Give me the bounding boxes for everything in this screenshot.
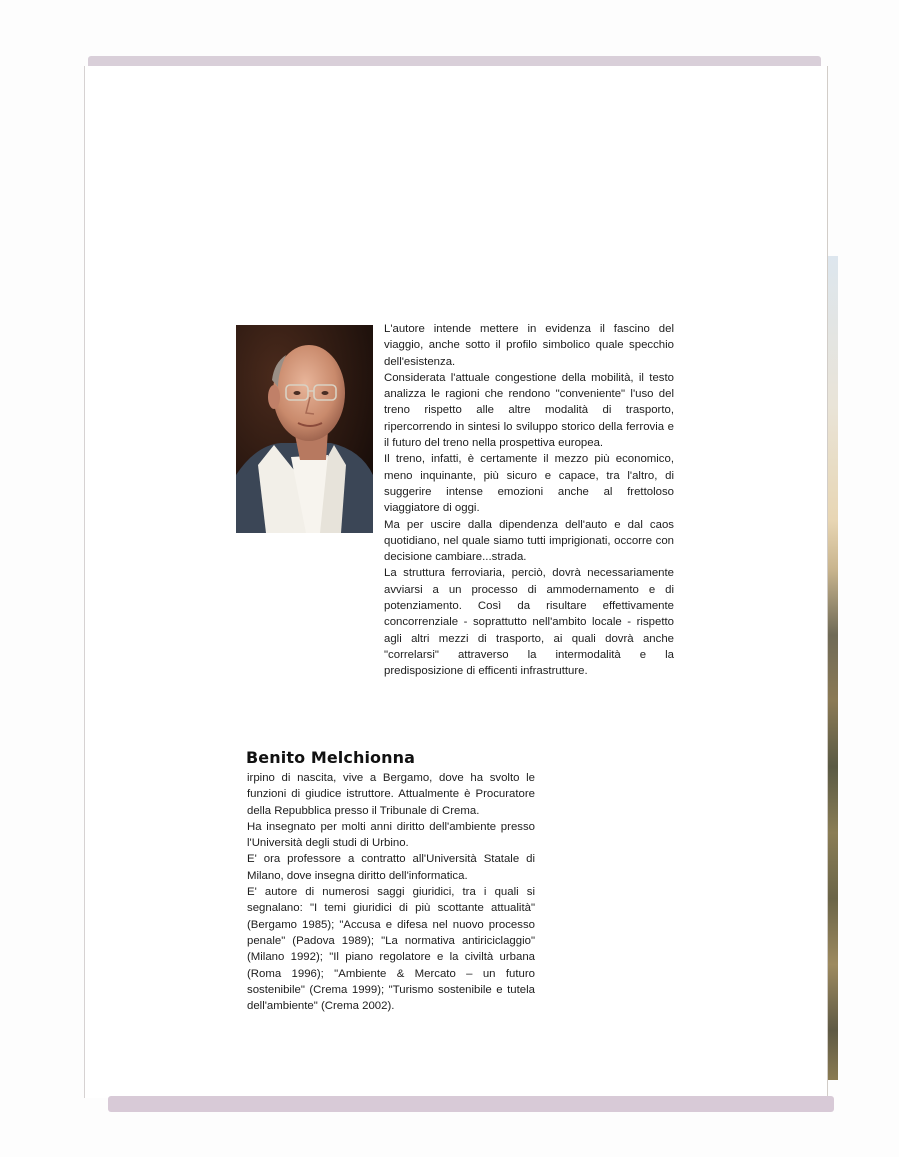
intro-paragraph: Il treno, infatti, è certamente il mezzo più economico, meno inquinante, più sicuro e capace, tra l'altro, di suggerire intense emozioni anche al frettoloso viaggiatore di oggi. bbox=[384, 453, 674, 515]
intro-paragraph: Ma per uscire dalla dipendenza dell'auto e dal caos quotidiano, nel quale siamo tutti imprigionati, occorre con decisione cambiare...strada. bbox=[384, 518, 674, 564]
intro-paragraph: L'autore intende mettere in evidenza il fascino del viaggio, anche sotto il profilo simbolico quale specchio dell'esistenza. bbox=[384, 323, 674, 368]
author-portrait-photo bbox=[236, 325, 373, 533]
bottom-cover-edge bbox=[108, 1096, 834, 1112]
bio-paragraph: E' autore di numerosi saggi giuridici, tra i quali si segnalano: "I temi giuridici di più scottante attualità" (Bergamo 1985); "Accusa e difesa nel nuovo processo penale" (Padova 1989); "La normativa antiriciclaggio" (Milano 1992); "Il piano regolatore e la civiltà urbana (Roma 1996); "Ambiente & Mercato – un futuro sostenibile" (Crema 1999); "Turismo sostenibile e tutela dell'ambiente" (Crema 2002). bbox=[247, 886, 535, 1013]
intro-paragraph: Considerata l'attuale congestione della mobilità, il testo analizza le ragioni che rendono "conveniente" l'uso del treno rispetto alle altre modalità di trasporto, ripercorrendo in sintesi lo sviluppo storico della ferrovia e il futuro del treno nella prospettiva europea. bbox=[384, 371, 674, 450]
author-name-heading: Benito Melchionna bbox=[246, 748, 416, 767]
intro-paragraph: La struttura ferroviaria, perciò, dovrà necessariamente avviarsi a un processo di ammodernamento e di potenziamento. Così da risultare effettivamente concorrenziale - soprattutto nell'ambito locale - rispetto agli altri mezzi di trasporto, ai quali dovrà anche "correlarsi" attraverso la intermodalità e la predisposizione di efficenti infrastrutture. bbox=[384, 567, 674, 678]
author-biography bbox=[247, 770, 535, 1014]
book-description bbox=[384, 321, 674, 680]
bio-paragraph: Ha insegnato per molti anni diritto dell'ambiente presso l'Università degli studi di Urbino. bbox=[247, 820, 535, 850]
bio-paragraph: E' ora professore a contratto all'Università Statale di Milano, dove insegna diritto dell'informatica. bbox=[247, 853, 535, 882]
bio-paragraph: irpino di nascita, vive a Bergamo, dove ha svolto le funzioni di giudice istruttore. Attualmente è Procuratore della Repubblica presso il Tribunale di Crema. bbox=[247, 772, 535, 817]
